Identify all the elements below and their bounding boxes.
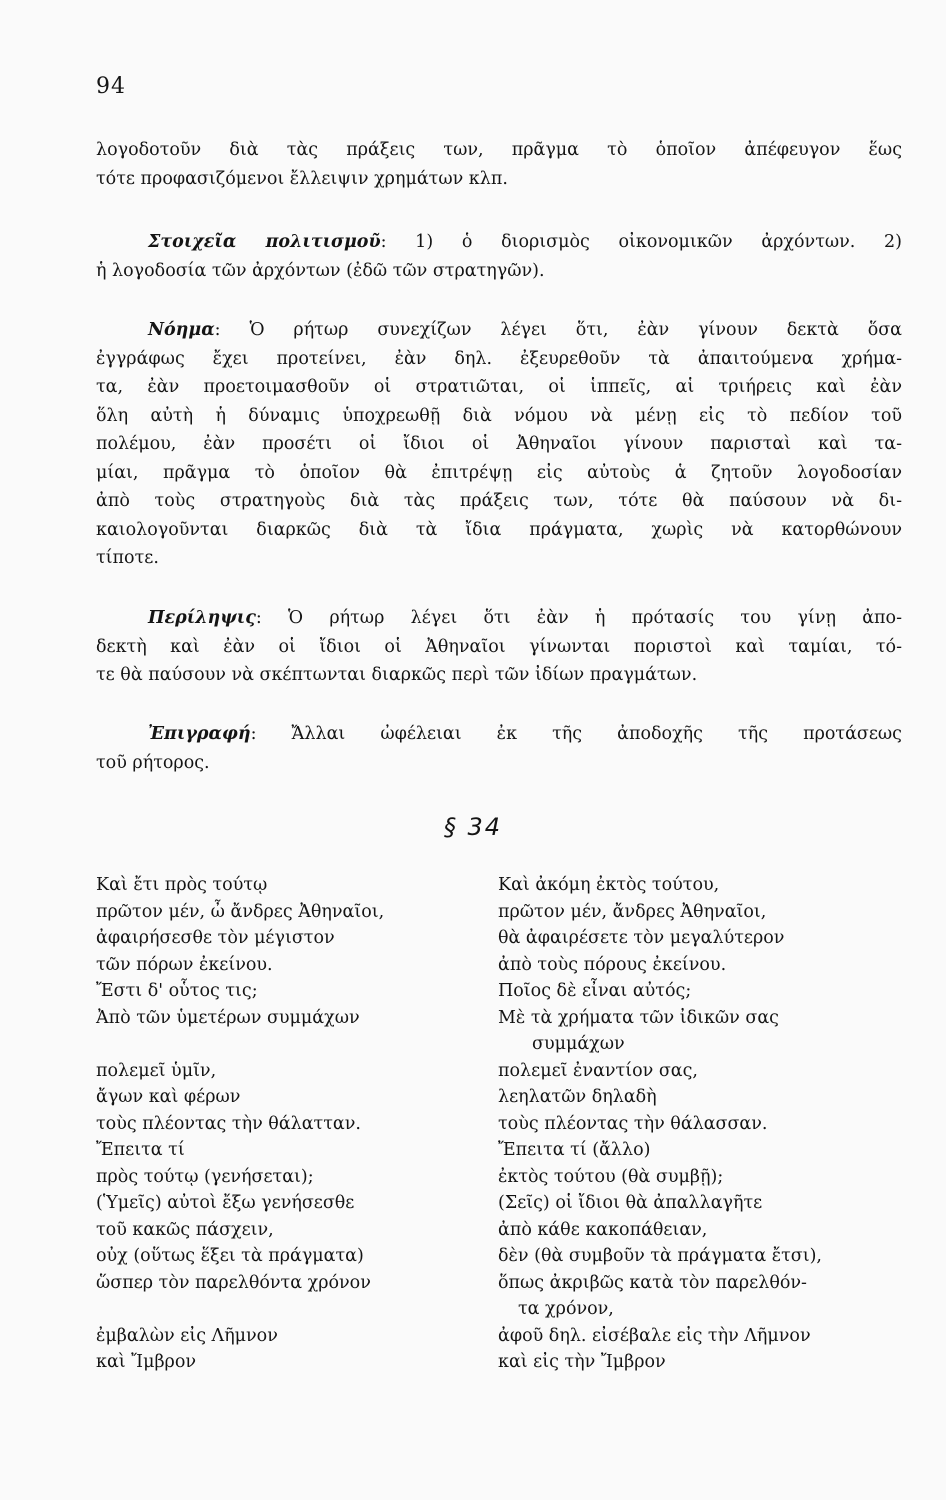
text-line: πολέμου, ἐὰν προσέτι οἱ ἴδιοι οἱ Ἀθηναῖοι γίνουν παρισταὶ καὶ τα- [96,434,902,454]
text-line: τε θὰ παύσουν νὰ σκέπτωνται διαρκῶς περὶ τῶν ἰδίων πραγμάτων. [96,665,698,685]
greek-line: ἐμβαλὼν εἰς Λῆμνον [96,1325,278,1346]
text-line: ὅλη αὐτὴ ἡ δύναμις ὑποχρεωθῇ διὰ νόμου νὰ μένῃ εἰς τὸ πεδίον τοῦ [96,405,902,426]
noima-paragraph [96,316,902,573]
text-line [96,316,902,345]
text-line: ἐγγράφως ἔχει προτείνει, ἐὰν δηλ. ἐξευρεθοῦν τὰ ἀπαιτούμενα χρήμα- [96,348,902,369]
greek-line: ἀφαιρήσεσθε τὸν μέγιστον [96,928,335,948]
text-line [96,720,902,749]
perilipsis-label: Περίληψις [148,608,256,628]
translation-line: πολεμεῖ ἐναντίον σας, [498,1060,698,1081]
greek-line: πρὸς τούτῳ (γενήσεται); [96,1166,314,1187]
page-number: 94 [96,74,126,99]
text-fragment: : Ὁ ρήτωρ λέγει ὅτι ἐὰν ἡ πρότασίς του γίνῃ ἀπο- [255,608,902,628]
text-line: μίαι, πρᾶγμα τὸ ὁποῖον θὰ ἐπιτρέψῃ εἰς αὐτοὺς ἁ ζητοῦν λογοδοσίαν [96,462,902,483]
greek-line: Ἔπειτα τί [96,1140,185,1160]
text-line: καιολογοῦνται διαρκῶς διὰ τὰ ἴδια πράγματα, χωρὶς νὰ κατορθώνουν [96,519,902,540]
text-line: τίποτε. [96,548,159,568]
greek-text-column [96,872,491,1376]
greek-line: πολεμεῖ ὑμῖν, [96,1060,217,1081]
text-line [96,228,902,257]
translation-line: ἐκτὸς τούτου (θὰ συμβῇ); [498,1166,724,1187]
greek-line-blank [96,1031,491,1058]
translation-line: λεηλατῶν δηλαδὴ [498,1087,657,1107]
translation-line: ἀπὸ τοὺς πόρους ἐκείνου. [498,954,727,975]
epigrafi-label: Ἐπιγραφή [148,724,251,744]
greek-line-blank [96,1296,491,1323]
text-line: τότε προφασιζόμενοι ἔλλειψιν χρημάτων κλπ. [96,168,508,189]
greek-line: Ἀπὸ τῶν ὑμετέρων συμμάχων [96,1007,360,1028]
translation-line: Ἔπειτα τί (ἄλλο) [498,1140,651,1160]
text-line: ἡ λογοδοσία τῶν ἀρχόντων (ἐδῶ τῶν στρατηγῶν). [96,260,545,281]
greek-line: τοὺς πλέοντας τὴν θάλατταν. [96,1113,361,1134]
greek-line: Ἔστι δ' οὗτος τις; [96,981,258,1001]
noima-label: Νόημα [148,320,215,340]
text-line [96,604,902,633]
text-fragment: : Ὁ ρήτωρ συνεχίζων λέγει ὅτι, ἐὰν γίνουν δεκτὰ ὅσα [214,320,902,340]
text-line: δεκτὴ καὶ ἐὰν οἱ ἴδιοι οἱ Ἀθηναῖοι γίνωνται ποριστοὶ καὶ ταμίαι, τό- [96,636,902,657]
translation-line: τα χρόνον, [518,1299,614,1319]
greek-line: καὶ Ἴμβρον [96,1352,197,1372]
translation-line: δὲν (θὰ συμβοῦν τὰ πράγματα ἔτσι), [498,1246,822,1266]
text-line: τοῦ ρήτορος. [96,752,210,773]
greek-line: (Ὑμεῖς) αὐτοὶ ἔξω γενήσεσθε [96,1193,355,1213]
greek-line: Καὶ ἔτι πρὸς τούτῳ [96,875,268,895]
greek-line: πρῶτον μέν, ὦ ἄνδρες Ἀθηναῖοι, [96,901,385,922]
text-fragment: : Ἄλλαι ὠφέλειαι ἐκ τῆς ἀποδοχῆς τῆς προτάσεως [250,724,902,744]
greek-line: τῶν πόρων ἐκείνου. [96,954,273,975]
translation-line: τοὺς πλέοντας τὴν θάλασσαν. [498,1113,768,1134]
translation-line: Ποῖος δὲ εἶναι αὐτός; [498,981,692,1001]
greek-line: ἄγων καὶ φέρων [96,1087,241,1107]
translation-column [498,872,902,1376]
text-fragment: : 1) ὁ διορισμὸς οἰκονομικῶν ἀρχόντων. 2) [380,232,903,252]
section-heading: § 34 [443,813,503,841]
translation-line: ἀπὸ κάθε κακοπάθειαν, [498,1219,708,1240]
greek-line: ὥσπερ τὸν παρελθόντα χρόνον [96,1272,371,1293]
translation-line: Μὲ τὰ χρήματα τῶν ἰδικῶν σας [498,1007,779,1028]
text-line: ἀπὸ τοὺς στρατηγοὺς διὰ τὰς πράξεις των, τότε θὰ παύσουν νὰ δι- [96,491,902,511]
greek-line: τοῦ κακῶς πάσχειν, [96,1219,274,1240]
stoixeia-label: Στοιχεῖα πολιτισμοῦ [148,232,381,252]
text-line: λογοδοτοῦν διὰ τὰς πράξεις των, πρᾶγμα τὸ ὁποῖον ἀπέφευγον ἕως [96,140,902,160]
translation-line: συμμάχων [532,1034,625,1054]
text-line: τα, ἐὰν προετοιμασθοῦν οἱ στρατιῶται, οἱ ἱππεῖς, αἱ τριήρεις καὶ ἐὰν [96,377,902,397]
greek-line: οὐχ (οὕτως ἕξει τὰ πράγματα) [96,1246,364,1266]
translation-line: Καὶ ἀκόμη ἐκτὸς τούτου, [498,875,720,895]
translation-line: ὅπως ἀκριβῶς κατὰ τὸν παρελθόν- [498,1272,807,1293]
translation-line: καὶ εἰς τὴν Ἴμβρον [498,1352,666,1372]
translation-line: πρῶτον μέν, ἄνδρες Ἀθηναῖοι, [498,901,767,922]
perilipsis-paragraph [96,604,902,690]
epigrafi-paragraph [96,720,902,777]
translation-line: θὰ ἀφαιρέσετε τὸν μεγαλύτερον [498,928,785,948]
stoixeia-paragraph [96,228,902,285]
translation-line: ἀφοῦ δηλ. εἰσέβαλε εἰς τὴν Λῆμνον [498,1325,811,1346]
paragraph-continuation [96,136,902,193]
translation-line: (Σεῖς) οἱ ἴδιοι θὰ ἀπαλλαγῆτε [498,1193,763,1213]
